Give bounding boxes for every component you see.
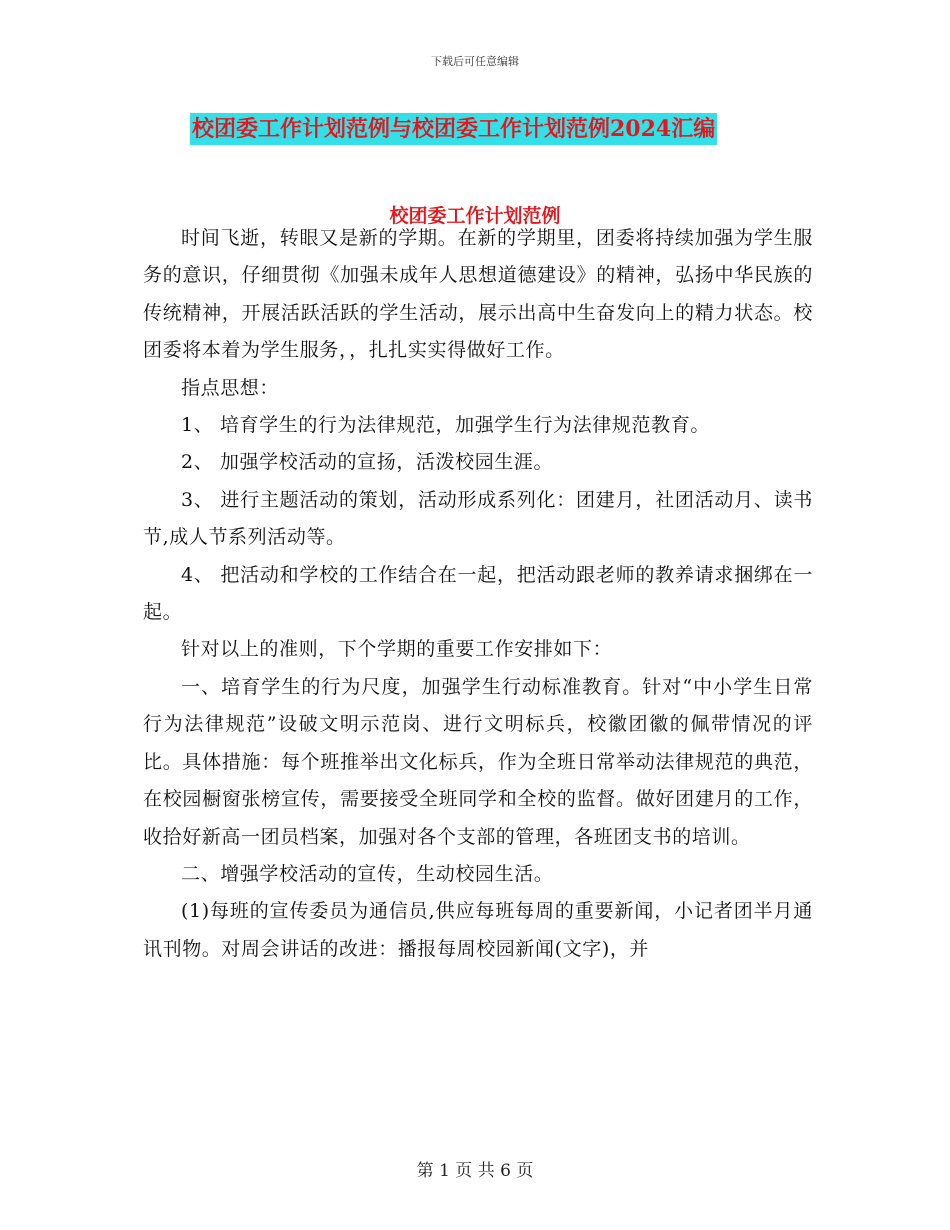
paragraph: 2、 加强学校活动的宣扬，活泼校园生涯。 [181, 451, 554, 474]
paragraph: 一、培育学生的行为尺度，加强学生行动标准教育。针对“中小学生日常行为法律规范”设破文明示范岗、进行文明标兵，校徽团徽的佩带情况的评比。具体措施：每个班推举出文化标兵，作为全班日常举动法律规范的典范，在校园橱窗张榜宣传，需要接受全班同学和全校的监督。做好团建月的工作，收拾好新高一团员档案，加强对各个支部的管理，各班团支书的培训。 [143, 675, 813, 848]
section-title: 校团委工作计划范例 [389, 205, 561, 227]
paragraph: (1)每班的宣传委员为通信员,供应每班每周的重要新闻，小记者团半月通讯刊物。对周会讲话的改进：播报每周校园新闻(文字)，并 [143, 900, 813, 960]
page-header-note: 下载后可任意编辑 [431, 55, 519, 68]
paragraph: 二、增强学校活动的宣传，生动校园生活。 [181, 862, 554, 885]
paragraph: 针对以上的准则，下个学期的重要工作安排如下： [181, 638, 613, 661]
document-title: 校团委工作计划范例与校团委工作计划范例2024汇编 [190, 113, 717, 145]
paragraph: 指点思想： [181, 376, 280, 399]
paragraph: 1、 培育学生的行为法律规范，加强学生行为法律规范教育。 [181, 414, 710, 437]
paragraph: 时间飞逝，转眼又是新的学期。在新的学期里，团委将持续加强为学生服务的意识，仔细贯彻《加强未成年人思想道德建设》的精神，弘扬中华民族的传统精神，开展活跃活跃的学生活动，展示出高中生奋发向上的精力状态。校团委将本着为学生服务，，扎扎实实得做好工作。 [143, 227, 813, 362]
page-number: 第 1 页 共 6 页 [416, 1161, 534, 1181]
paragraph: 4、 把活动和学校的工作结合在一起，把活动跟老师的教养请求捆绑在一起。 [143, 563, 813, 624]
paragraph: 3、 进行主题活动的策划，活动形成系列化：团建月，社团活动月、读书节,成人节系列活动等。 [143, 488, 813, 549]
document-body [143, 220, 813, 968]
